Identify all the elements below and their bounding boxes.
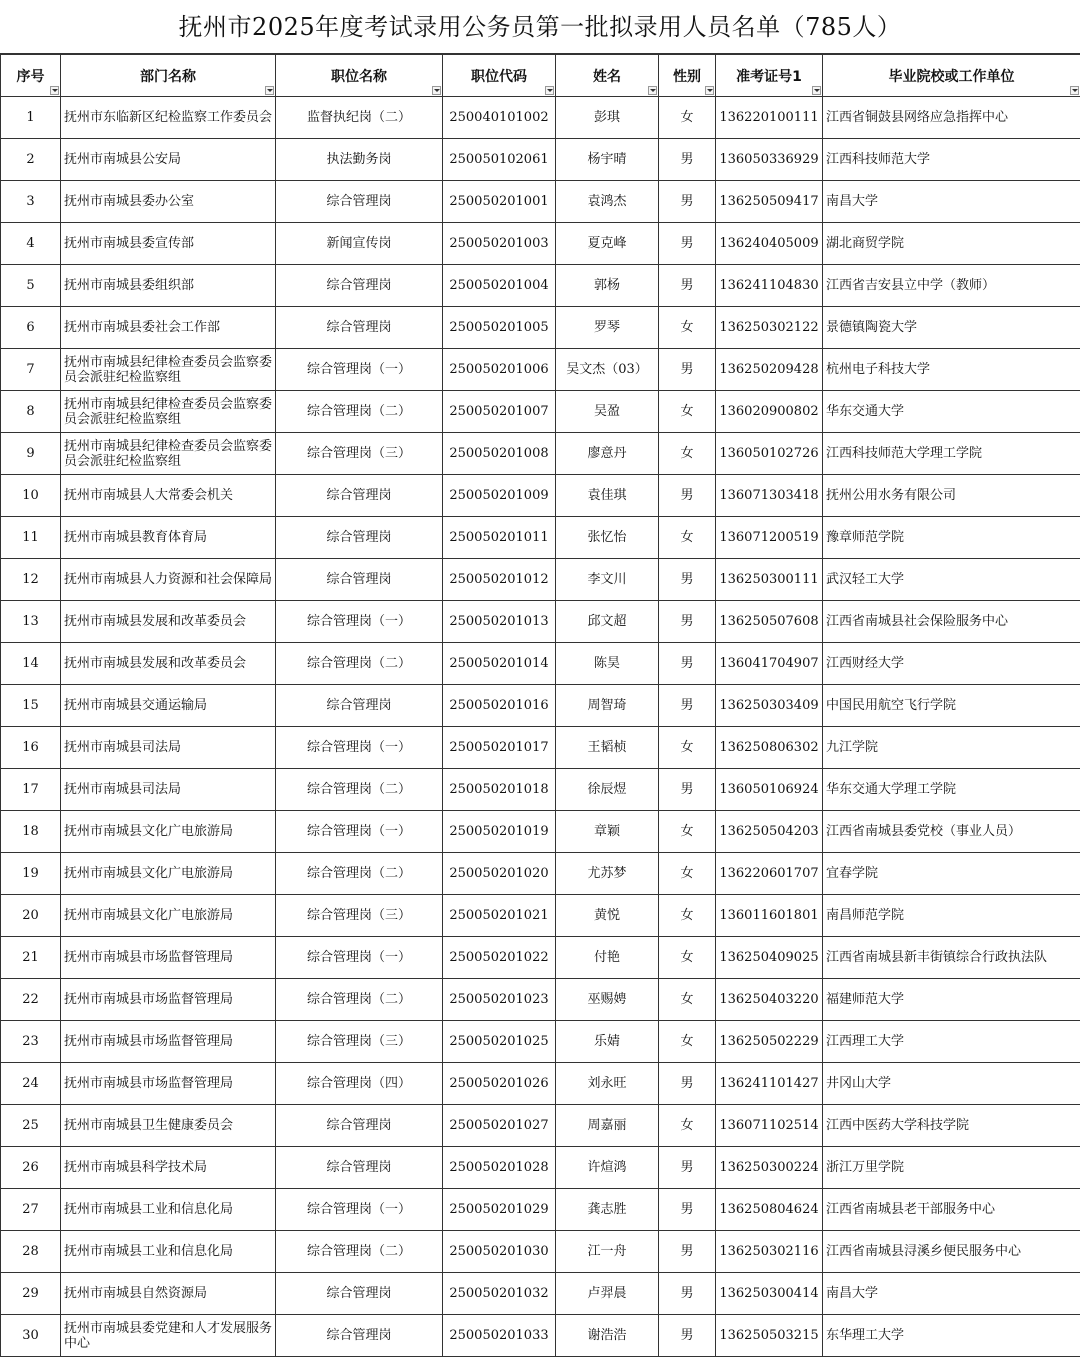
filter-dropdown-icon[interactable]	[545, 86, 554, 95]
cell-sex: 男	[659, 349, 716, 391]
cell-position-code: 250050102061	[443, 139, 556, 181]
cell-ticket-number: 136250303409	[716, 685, 823, 727]
filter-dropdown-icon[interactable]	[705, 86, 714, 95]
cell-ticket-number: 136250502229	[716, 1021, 823, 1063]
cell-position-code: 250050201016	[443, 685, 556, 727]
cell-position-code: 250050201007	[443, 391, 556, 433]
cell-dept: 抚州市南城县发展和改革委员会	[61, 643, 276, 685]
cell-position: 综合管理岗（三）	[276, 433, 443, 475]
cell-sex: 女	[659, 1021, 716, 1063]
cell-position-code: 250050201017	[443, 727, 556, 769]
header-name-label: 姓名	[593, 69, 621, 85]
cell-school: 中国民用航空飞行学院	[823, 685, 1080, 727]
cell-position-code: 250050201003	[443, 223, 556, 265]
cell-ticket-number: 136250302122	[716, 307, 823, 349]
filter-dropdown-icon[interactable]	[265, 86, 274, 95]
cell-sex: 女	[659, 1105, 716, 1147]
cell-dept: 抚州市南城县教育体育局	[61, 517, 276, 559]
table-row	[1, 265, 1080, 307]
cell-school: 武汉轻工大学	[823, 559, 1080, 601]
cell-sex: 男	[659, 685, 716, 727]
cell-position: 综合管理岗（二）	[276, 853, 443, 895]
cell-name: 张忆怡	[556, 517, 659, 559]
cell-position-code: 250050201019	[443, 811, 556, 853]
cell-ticket-number: 136250509417	[716, 181, 823, 223]
cell-position-code: 250050201021	[443, 895, 556, 937]
cell-sex: 男	[659, 1063, 716, 1105]
cell-dept: 抚州市南城县委党建和人才发展服务中心	[61, 1315, 276, 1357]
cell-name: 卢羿晨	[556, 1273, 659, 1315]
cell-school: 景德镇陶瓷大学	[823, 307, 1080, 349]
cell-position: 综合管理岗	[276, 181, 443, 223]
cell-position-code: 250050201012	[443, 559, 556, 601]
table-row	[1, 769, 1080, 811]
cell-name: 王韬桢	[556, 727, 659, 769]
table-row	[1, 937, 1080, 979]
cell-position: 综合管理岗（一）	[276, 811, 443, 853]
page-title: 抚州市2025年度考试录用公务员第一批拟录用人员名单（785人）	[0, 0, 1080, 54]
table-row	[1, 1063, 1080, 1105]
cell-ticket-number: 136071303418	[716, 475, 823, 517]
cell-name: 付艳	[556, 937, 659, 979]
cell-ticket-number: 136250504203	[716, 811, 823, 853]
cell-sex: 男	[659, 1231, 716, 1273]
cell-dept: 抚州市南城县市场监督管理局	[61, 979, 276, 1021]
header-pos	[276, 55, 443, 97]
cell-school: 华东交通大学	[823, 391, 1080, 433]
cell-dept: 抚州市南城县卫生健康委员会	[61, 1105, 276, 1147]
cell-school: 杭州电子科技大学	[823, 349, 1080, 391]
cell-ticket-number: 136071102514	[716, 1105, 823, 1147]
cell-seq: 20	[1, 895, 61, 937]
cell-ticket-number: 136041704907	[716, 643, 823, 685]
cell-position: 综合管理岗	[276, 475, 443, 517]
cell-name: 江一舟	[556, 1231, 659, 1273]
header-pos-label: 职位名称	[331, 69, 387, 85]
table-row	[1, 685, 1080, 727]
cell-position: 综合管理岗	[276, 1147, 443, 1189]
cell-sex: 女	[659, 727, 716, 769]
table-row	[1, 1189, 1080, 1231]
cell-dept: 抚州市南城县市场监督管理局	[61, 937, 276, 979]
table-row	[1, 139, 1080, 181]
filter-dropdown-icon[interactable]	[812, 86, 821, 95]
table-row	[1, 349, 1080, 391]
table-row	[1, 853, 1080, 895]
cell-seq: 5	[1, 265, 61, 307]
cell-ticket-number: 136220100111	[716, 97, 823, 139]
table-row	[1, 517, 1080, 559]
cell-position-code: 250050201030	[443, 1231, 556, 1273]
cell-school: 江西科技师范大学	[823, 139, 1080, 181]
cell-ticket-number: 136250209428	[716, 349, 823, 391]
cell-ticket-number: 136020900802	[716, 391, 823, 433]
cell-seq: 13	[1, 601, 61, 643]
cell-dept: 抚州市南城县委组织部	[61, 265, 276, 307]
cell-sex: 男	[659, 601, 716, 643]
cell-dept: 抚州市南城县自然资源局	[61, 1273, 276, 1315]
cell-name: 邱文超	[556, 601, 659, 643]
cell-school: 华东交通大学理工学院	[823, 769, 1080, 811]
cell-seq: 17	[1, 769, 61, 811]
table-row	[1, 181, 1080, 223]
table-row	[1, 475, 1080, 517]
cell-position: 综合管理岗	[276, 1315, 443, 1357]
cell-name: 巫赐娉	[556, 979, 659, 1021]
cell-seq: 18	[1, 811, 61, 853]
cell-position: 综合管理岗（三）	[276, 1021, 443, 1063]
cell-ticket-number: 136241104830	[716, 265, 823, 307]
cell-seq: 27	[1, 1189, 61, 1231]
filter-dropdown-icon[interactable]	[1070, 86, 1079, 95]
cell-seq: 2	[1, 139, 61, 181]
cell-sex: 女	[659, 517, 716, 559]
cell-position-code: 250050201009	[443, 475, 556, 517]
cell-position-code: 250050201029	[443, 1189, 556, 1231]
cell-school: 江西财经大学	[823, 643, 1080, 685]
cell-dept: 抚州市南城县人力资源和社会保障局	[61, 559, 276, 601]
cell-name: 徐辰煜	[556, 769, 659, 811]
cell-dept: 抚州市南城县委社会工作部	[61, 307, 276, 349]
header-dept-label: 部门名称	[140, 69, 196, 85]
cell-name: 吴盈	[556, 391, 659, 433]
header-seq-label: 序号	[17, 69, 45, 85]
cell-position-code: 250050201023	[443, 979, 556, 1021]
table-row	[1, 97, 1080, 139]
cell-position-code: 250050201006	[443, 349, 556, 391]
cell-name: 廖意丹	[556, 433, 659, 475]
cell-name: 许煊鸿	[556, 1147, 659, 1189]
cell-ticket-number: 136050336929	[716, 139, 823, 181]
table-row	[1, 559, 1080, 601]
table-row	[1, 391, 1080, 433]
cell-sex: 女	[659, 853, 716, 895]
cell-ticket-number: 136250300111	[716, 559, 823, 601]
cell-ticket-number: 136250300224	[716, 1147, 823, 1189]
cell-ticket-number: 136250302116	[716, 1231, 823, 1273]
cell-school: 井冈山大学	[823, 1063, 1080, 1105]
cell-position-code: 250050201001	[443, 181, 556, 223]
cell-school: 福建师范大学	[823, 979, 1080, 1021]
cell-name: 彭琪	[556, 97, 659, 139]
cell-position: 综合管理岗（二）	[276, 643, 443, 685]
cell-sex: 女	[659, 979, 716, 1021]
cell-position: 新闻宣传岗	[276, 223, 443, 265]
cell-sex: 男	[659, 1189, 716, 1231]
cell-sex: 男	[659, 769, 716, 811]
cell-seq: 29	[1, 1273, 61, 1315]
cell-seq: 15	[1, 685, 61, 727]
cell-position-code: 250050201013	[443, 601, 556, 643]
header-sex	[659, 55, 716, 97]
header-row	[1, 55, 1080, 97]
table-row	[1, 811, 1080, 853]
cell-dept: 抚州市南城县纪律检查委员会监察委员会派驻纪检监察组	[61, 349, 276, 391]
table-row	[1, 1231, 1080, 1273]
cell-position-code: 250050201026	[443, 1063, 556, 1105]
header-code-label: 职位代码	[471, 69, 527, 85]
cell-dept: 抚州市南城县工业和信息化局	[61, 1189, 276, 1231]
cell-ticket-number: 136220601707	[716, 853, 823, 895]
cell-seq: 19	[1, 853, 61, 895]
cell-sex: 女	[659, 391, 716, 433]
cell-seq: 1	[1, 97, 61, 139]
cell-school: 江西中医药大学科技学院	[823, 1105, 1080, 1147]
table-row	[1, 1273, 1080, 1315]
cell-seq: 23	[1, 1021, 61, 1063]
cell-name: 陈昊	[556, 643, 659, 685]
cell-position: 综合管理岗（一）	[276, 1189, 443, 1231]
cell-position: 综合管理岗	[276, 685, 443, 727]
cell-position-code: 250050201022	[443, 937, 556, 979]
cell-position: 综合管理岗（二）	[276, 769, 443, 811]
header-dept	[61, 55, 276, 97]
header-code	[443, 55, 556, 97]
cell-position-code: 250050201008	[443, 433, 556, 475]
cell-name: 尤苏梦	[556, 853, 659, 895]
cell-sex: 女	[659, 895, 716, 937]
cell-position: 综合管理岗（一）	[276, 937, 443, 979]
cell-ticket-number: 136050102726	[716, 433, 823, 475]
cell-dept: 抚州市南城县交通运输局	[61, 685, 276, 727]
cell-seq: 28	[1, 1231, 61, 1273]
cell-seq: 6	[1, 307, 61, 349]
cell-ticket-number: 136250806302	[716, 727, 823, 769]
cell-ticket-number: 136250507608	[716, 601, 823, 643]
table-row	[1, 895, 1080, 937]
cell-school: 江西省南城县老干部服务中心	[823, 1189, 1080, 1231]
cell-name: 乐婧	[556, 1021, 659, 1063]
cell-position: 综合管理岗	[276, 307, 443, 349]
cell-position-code: 250050201020	[443, 853, 556, 895]
table-row	[1, 307, 1080, 349]
cell-sex: 男	[659, 139, 716, 181]
cell-school: 抚州公用水务有限公司	[823, 475, 1080, 517]
cell-school: 江西省吉安县立中学（教师）	[823, 265, 1080, 307]
cell-ticket-number: 136250503215	[716, 1315, 823, 1357]
cell-sex: 女	[659, 937, 716, 979]
cell-seq: 26	[1, 1147, 61, 1189]
cell-dept: 抚州市南城县纪律检查委员会监察委员会派驻纪检监察组	[61, 433, 276, 475]
cell-name: 袁佳琪	[556, 475, 659, 517]
cell-name: 郭杨	[556, 265, 659, 307]
cell-sex: 女	[659, 97, 716, 139]
cell-seq: 8	[1, 391, 61, 433]
cell-position: 综合管理岗	[276, 265, 443, 307]
cell-school: 江西科技师范大学理工学院	[823, 433, 1080, 475]
cell-position-code: 250050201014	[443, 643, 556, 685]
cell-position: 监督执纪岗（二）	[276, 97, 443, 139]
cell-seq: 24	[1, 1063, 61, 1105]
cell-position: 综合管理岗（二）	[276, 391, 443, 433]
cell-name: 袁鸿杰	[556, 181, 659, 223]
table-row	[1, 433, 1080, 475]
cell-school: 南昌大学	[823, 181, 1080, 223]
table-row	[1, 1315, 1080, 1357]
header-name	[556, 55, 659, 97]
cell-ticket-number: 136250804624	[716, 1189, 823, 1231]
cell-sex: 女	[659, 811, 716, 853]
cell-position: 综合管理岗	[276, 1273, 443, 1315]
cell-sex: 男	[659, 265, 716, 307]
cell-position-code: 250050201004	[443, 265, 556, 307]
table-row	[1, 979, 1080, 1021]
cell-seq: 25	[1, 1105, 61, 1147]
table-row	[1, 223, 1080, 265]
filter-dropdown-icon[interactable]	[50, 86, 59, 95]
cell-name: 刘永旺	[556, 1063, 659, 1105]
cell-position: 综合管理岗（四）	[276, 1063, 443, 1105]
cell-school: 东华理工大学	[823, 1315, 1080, 1357]
cell-school: 江西省南城县委党校（事业人员）	[823, 811, 1080, 853]
cell-position-code: 250050201018	[443, 769, 556, 811]
cell-name: 夏克峰	[556, 223, 659, 265]
cell-name: 谢浩浩	[556, 1315, 659, 1357]
cell-school: 南昌师范学院	[823, 895, 1080, 937]
cell-dept: 抚州市南城县司法局	[61, 769, 276, 811]
cell-sex: 男	[659, 1273, 716, 1315]
cell-position: 综合管理岗（一）	[276, 349, 443, 391]
cell-seq: 14	[1, 643, 61, 685]
cell-name: 杨宇晴	[556, 139, 659, 181]
header-seq	[1, 55, 61, 97]
cell-school: 江西省铜鼓县网络应急指挥中心	[823, 97, 1080, 139]
cell-name: 吴文杰（03）	[556, 349, 659, 391]
cell-position-code: 250050201027	[443, 1105, 556, 1147]
cell-name: 黄悦	[556, 895, 659, 937]
cell-seq: 10	[1, 475, 61, 517]
header-sex-label: 性别	[673, 69, 701, 85]
table-body	[1, 97, 1080, 1357]
cell-sex: 男	[659, 181, 716, 223]
cell-sex: 女	[659, 433, 716, 475]
cell-name: 罗琴	[556, 307, 659, 349]
cell-dept: 抚州市南城县委办公室	[61, 181, 276, 223]
cell-dept: 抚州市南城县文化广电旅游局	[61, 811, 276, 853]
cell-position: 综合管理岗	[276, 559, 443, 601]
cell-position: 综合管理岗（三）	[276, 895, 443, 937]
cell-position-code: 250050201005	[443, 307, 556, 349]
cell-school: 江西理工大学	[823, 1021, 1080, 1063]
cell-position-code: 250050201032	[443, 1273, 556, 1315]
roster-table	[0, 54, 1080, 1357]
header-ticket	[716, 55, 823, 97]
cell-name: 章颖	[556, 811, 659, 853]
cell-seq: 16	[1, 727, 61, 769]
cell-position: 综合管理岗（二）	[276, 979, 443, 1021]
cell-sex: 女	[659, 307, 716, 349]
cell-position-code: 250050201025	[443, 1021, 556, 1063]
cell-name: 龚志胜	[556, 1189, 659, 1231]
cell-sex: 男	[659, 475, 716, 517]
cell-position: 综合管理岗	[276, 517, 443, 559]
cell-ticket-number: 136011601801	[716, 895, 823, 937]
cell-seq: 7	[1, 349, 61, 391]
cell-sex: 男	[659, 223, 716, 265]
cell-sex: 男	[659, 1147, 716, 1189]
cell-seq: 11	[1, 517, 61, 559]
cell-school: 宜春学院	[823, 853, 1080, 895]
cell-seq: 9	[1, 433, 61, 475]
header-ticket-label: 准考证号1	[736, 69, 802, 85]
cell-school: 江西省南城县新丰街镇综合行政执法队	[823, 937, 1080, 979]
cell-name: 周嘉丽	[556, 1105, 659, 1147]
cell-position-code: 250050201011	[443, 517, 556, 559]
cell-ticket-number: 136050106924	[716, 769, 823, 811]
cell-name: 李文川	[556, 559, 659, 601]
table-row	[1, 1105, 1080, 1147]
cell-dept: 抚州市南城县文化广电旅游局	[61, 853, 276, 895]
cell-sex: 男	[659, 643, 716, 685]
table-row	[1, 727, 1080, 769]
cell-school: 江西省南城县浔溪乡便民服务中心	[823, 1231, 1080, 1273]
cell-sex: 男	[659, 559, 716, 601]
cell-position: 综合管理岗	[276, 1105, 443, 1147]
cell-school: 浙江万里学院	[823, 1147, 1080, 1189]
cell-seq: 30	[1, 1315, 61, 1357]
cell-name: 周智琦	[556, 685, 659, 727]
cell-seq: 22	[1, 979, 61, 1021]
cell-ticket-number: 136240405009	[716, 223, 823, 265]
cell-dept: 抚州市南城县人大常委会机关	[61, 475, 276, 517]
cell-position: 执法勤务岗	[276, 139, 443, 181]
cell-ticket-number: 136250403220	[716, 979, 823, 1021]
header-school	[823, 55, 1080, 97]
cell-position: 综合管理岗（一）	[276, 727, 443, 769]
cell-dept: 抚州市南城县文化广电旅游局	[61, 895, 276, 937]
cell-position-code: 250050201033	[443, 1315, 556, 1357]
cell-seq: 21	[1, 937, 61, 979]
cell-dept: 抚州市南城县委宣传部	[61, 223, 276, 265]
cell-school: 九江学院	[823, 727, 1080, 769]
cell-dept: 抚州市南城县公安局	[61, 139, 276, 181]
cell-position-code: 250050201028	[443, 1147, 556, 1189]
cell-sex: 男	[659, 1315, 716, 1357]
table-row	[1, 601, 1080, 643]
cell-ticket-number: 136250409025	[716, 937, 823, 979]
cell-dept: 抚州市南城县纪律检查委员会监察委员会派驻纪检监察组	[61, 391, 276, 433]
table-row	[1, 1021, 1080, 1063]
cell-dept: 抚州市南城县科学技术局	[61, 1147, 276, 1189]
header-school-label: 毕业院校或工作单位	[889, 69, 1015, 85]
cell-seq: 12	[1, 559, 61, 601]
cell-ticket-number: 136250300414	[716, 1273, 823, 1315]
filter-dropdown-icon[interactable]	[648, 86, 657, 95]
cell-dept: 抚州市南城县市场监督管理局	[61, 1021, 276, 1063]
cell-seq: 4	[1, 223, 61, 265]
cell-dept: 抚州市东临新区纪检监察工作委员会	[61, 97, 276, 139]
cell-school: 南昌大学	[823, 1273, 1080, 1315]
filter-dropdown-icon[interactable]	[432, 86, 441, 95]
cell-position: 综合管理岗（二）	[276, 1231, 443, 1273]
cell-school: 湖北商贸学院	[823, 223, 1080, 265]
cell-school: 豫章师范学院	[823, 517, 1080, 559]
cell-position-code: 250040101002	[443, 97, 556, 139]
cell-dept: 抚州市南城县发展和改革委员会	[61, 601, 276, 643]
cell-position: 综合管理岗（一）	[276, 601, 443, 643]
cell-dept: 抚州市南城县司法局	[61, 727, 276, 769]
table-row	[1, 1147, 1080, 1189]
cell-ticket-number: 136071200519	[716, 517, 823, 559]
cell-dept: 抚州市南城县工业和信息化局	[61, 1231, 276, 1273]
cell-school: 江西省南城县社会保险服务中心	[823, 601, 1080, 643]
cell-ticket-number: 136241101427	[716, 1063, 823, 1105]
cell-dept: 抚州市南城县市场监督管理局	[61, 1063, 276, 1105]
table-row	[1, 643, 1080, 685]
cell-seq: 3	[1, 181, 61, 223]
